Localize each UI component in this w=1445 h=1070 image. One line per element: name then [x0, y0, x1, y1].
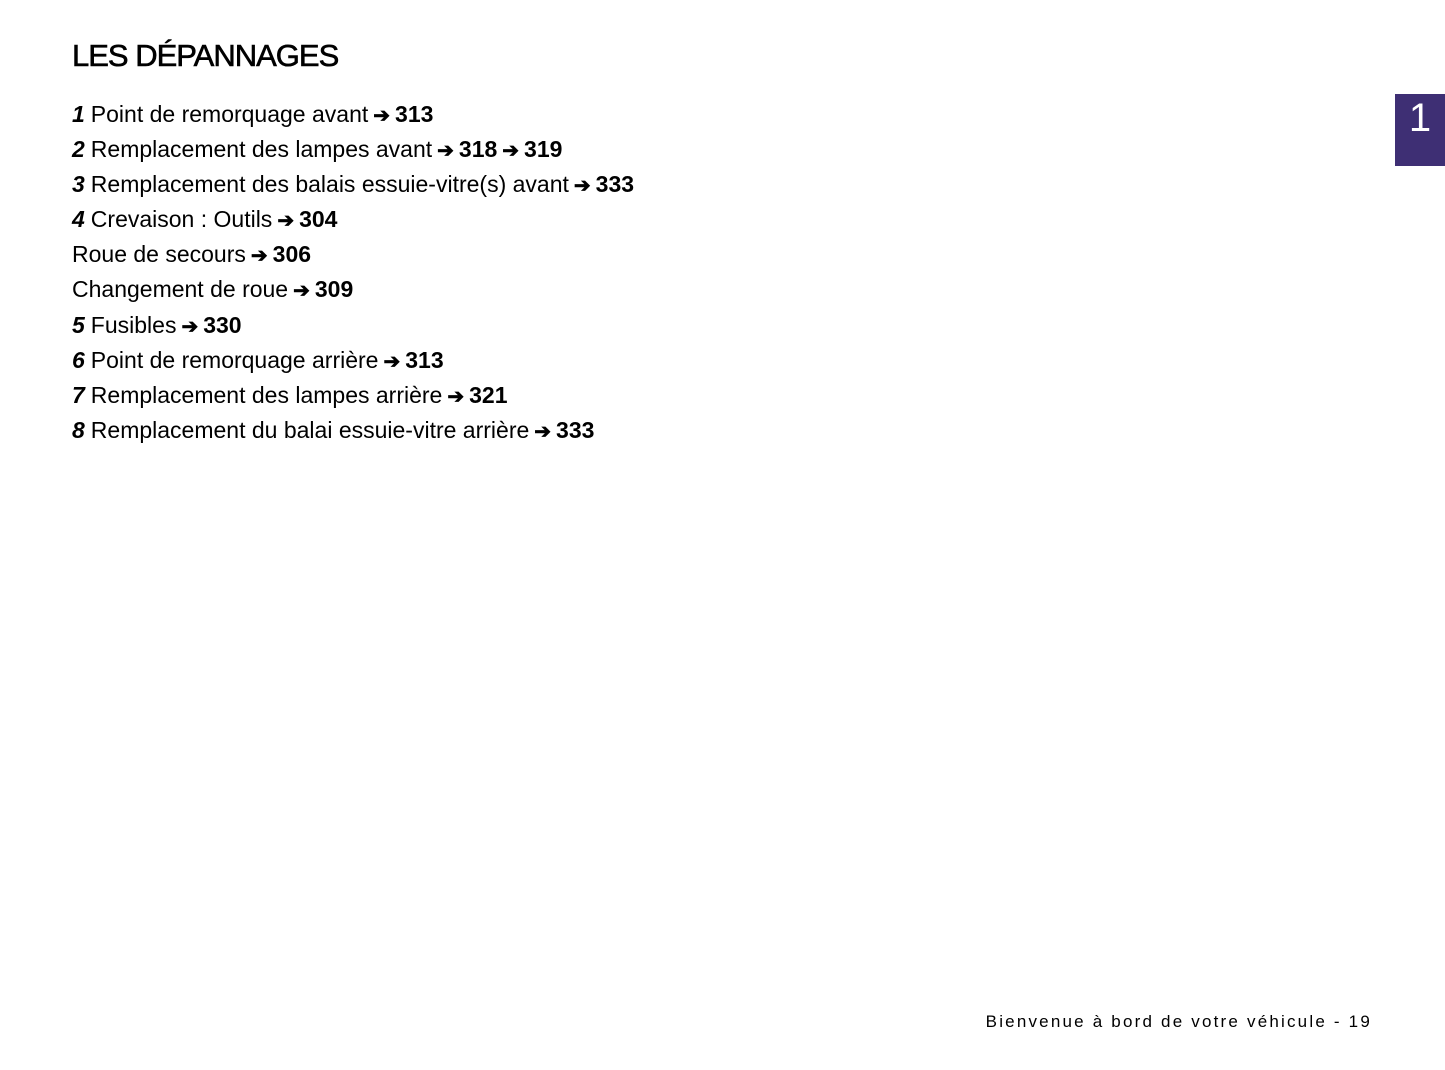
list-item [72, 98, 634, 133]
item-text: Point de remorquage avant [90, 101, 369, 127]
page-reference-link[interactable]: 319 [524, 136, 563, 163]
list-item [72, 203, 634, 238]
page-reference-link[interactable]: 321 [469, 381, 508, 408]
arrow-right-icon: ➔ [383, 350, 401, 373]
page-reference-link[interactable]: 333 [595, 171, 635, 198]
item-number: 4 [72, 206, 85, 233]
item-text: Remplacement des lampes avant [90, 136, 433, 163]
page-reference-link[interactable]: 313 [395, 101, 434, 127]
list-item [72, 168, 634, 203]
page-reference-link[interactable]: 304 [299, 206, 338, 233]
item-text: Remplacement des balais essuie-vitre(s) avant [90, 171, 569, 198]
item-number: 8 [72, 416, 85, 443]
page-reference-link[interactable]: 306 [272, 241, 312, 268]
list-item [72, 344, 634, 379]
list-item [72, 238, 634, 273]
arrow-right-icon: ➔ [502, 140, 520, 163]
list-item [72, 133, 634, 168]
item-number: 7 [72, 381, 85, 408]
list-item [72, 309, 634, 344]
item-text: Remplacement du balai essuie-vitre arrière [90, 416, 530, 443]
item-number: 3 [72, 171, 85, 198]
item-number: 5 [72, 311, 85, 338]
list-item [72, 414, 634, 449]
arrow-right-icon: ➔ [447, 385, 465, 408]
item-number: 2 [72, 136, 85, 163]
troubleshooting-list [72, 98, 634, 449]
arrow-right-icon: ➔ [534, 420, 552, 443]
page-reference-link[interactable]: 309 [314, 276, 354, 303]
list-item [72, 273, 634, 308]
page-reference-link[interactable]: 333 [556, 416, 595, 443]
page-reference-link[interactable]: 313 [405, 346, 444, 373]
item-text: Fusibles [90, 311, 177, 338]
item-text: Roue de secours [72, 241, 246, 268]
page-reference-link[interactable]: 330 [203, 311, 242, 338]
arrow-right-icon: ➔ [573, 175, 591, 198]
item-text: Remplacement des lampes arrière [90, 381, 443, 408]
item-number: 1 [72, 101, 85, 127]
chapter-tab[interactable]: 1 [1395, 94, 1445, 166]
arrow-right-icon: ➔ [437, 140, 454, 163]
page-footer: Bienvenue à bord de votre véhicule - 19 [985, 1012, 1372, 1031]
arrow-right-icon: ➔ [373, 105, 391, 127]
item-text: Changement de roue [72, 276, 289, 303]
item-text: Crevaison : Outils [90, 206, 273, 233]
arrow-right-icon: ➔ [293, 280, 310, 303]
item-text: Point de remorquage arrière [90, 346, 379, 373]
page-title: LES DÉPANNAGES [72, 38, 339, 73]
arrow-right-icon: ➔ [277, 210, 295, 233]
arrow-right-icon: ➔ [181, 315, 199, 338]
item-number: 6 [72, 346, 85, 373]
page-reference-link[interactable]: 318 [458, 136, 498, 163]
list-item [72, 379, 634, 414]
arrow-right-icon: ➔ [250, 245, 268, 268]
